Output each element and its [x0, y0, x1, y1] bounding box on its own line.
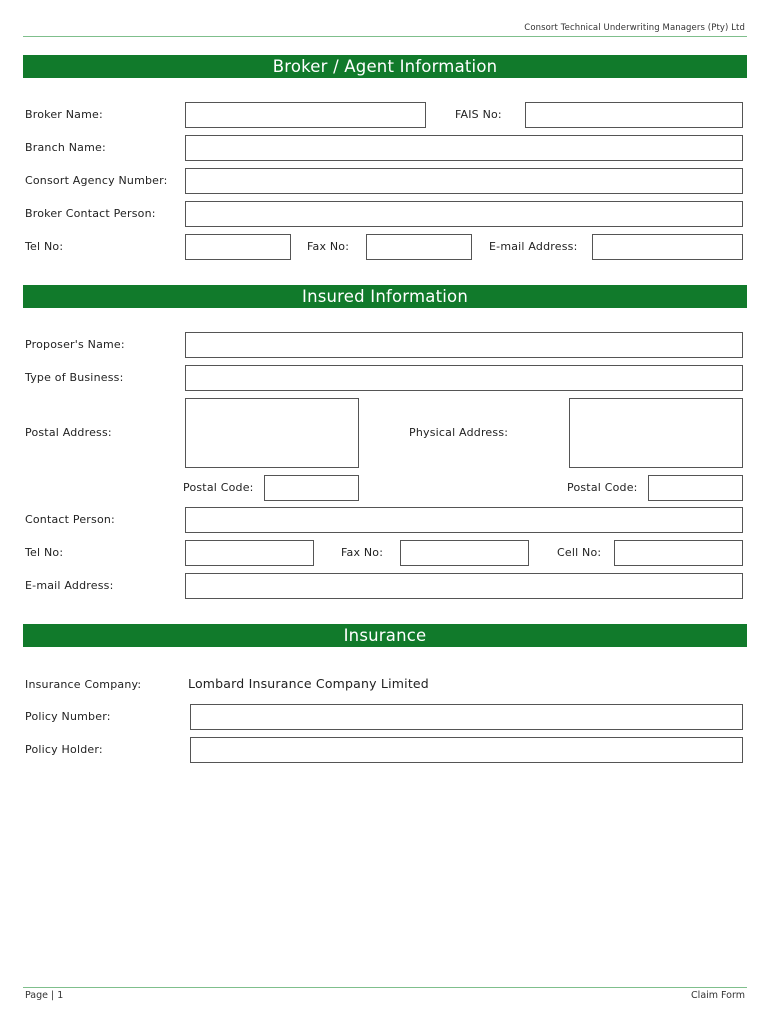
insured-email-field[interactable] — [185, 573, 743, 599]
physical-address-field[interactable] — [569, 398, 743, 468]
policy-number-field[interactable] — [190, 704, 743, 730]
postal-address-label: Postal Address: — [25, 426, 112, 439]
policy-holder-label: Policy Holder: — [25, 743, 103, 756]
company-header: Consort Technical Underwriting Managers (Pty) Ltd — [524, 23, 745, 33]
insured-tel-field[interactable] — [185, 540, 314, 566]
insurance-company-value: Lombard Insurance Company Limited — [188, 676, 429, 691]
page-number: Page | 1 — [25, 990, 64, 1001]
contact-person-field[interactable] — [185, 507, 743, 533]
insurance-section-title: Insurance — [23, 624, 747, 647]
proposer-name-label: Proposer's Name: — [25, 338, 125, 351]
agency-number-label: Consort Agency Number: — [25, 174, 168, 187]
agency-number-field[interactable] — [185, 168, 743, 194]
physical-address-label: Physical Address: — [409, 426, 509, 439]
postal-address-field[interactable] — [185, 398, 359, 468]
broker-tel-field[interactable] — [185, 234, 291, 260]
insured-tel-label: Tel No: — [25, 546, 64, 559]
branch-name-field[interactable] — [185, 135, 743, 161]
broker-name-field[interactable] — [185, 102, 426, 128]
broker-name-label: Broker Name: — [25, 108, 103, 121]
insurance-company-label: Insurance Company: — [25, 678, 142, 691]
postal-code-field[interactable] — [264, 475, 359, 501]
insured-section-title: Insured Information — [23, 285, 747, 308]
policy-number-label: Policy Number: — [25, 710, 111, 723]
physical-postal-code-field[interactable] — [648, 475, 743, 501]
insured-fax-field[interactable] — [400, 540, 529, 566]
cell-field[interactable] — [614, 540, 743, 566]
postal-code-label: Postal Code: — [183, 481, 254, 494]
broker-email-label: E-mail Address: — [489, 240, 578, 253]
policy-holder-field[interactable] — [190, 737, 743, 763]
proposer-name-field[interactable] — [185, 332, 743, 358]
physical-postal-code-label: Postal Code: — [567, 481, 638, 494]
insured-email-label: E-mail Address: — [25, 579, 114, 592]
cell-label: Cell No: — [557, 546, 602, 559]
broker-contact-field[interactable] — [185, 201, 743, 227]
broker-email-field[interactable] — [592, 234, 743, 260]
broker-fax-label: Fax No: — [307, 240, 350, 253]
contact-person-label: Contact Person: — [25, 513, 115, 526]
branch-name-label: Branch Name: — [25, 141, 106, 154]
business-type-field[interactable] — [185, 365, 743, 391]
broker-section-title: Broker / Agent Information — [23, 55, 747, 78]
broker-tel-label: Tel No: — [25, 240, 64, 253]
fais-field[interactable] — [525, 102, 743, 128]
footer-rule — [23, 987, 747, 988]
fais-label: FAIS No: — [455, 108, 502, 121]
business-type-label: Type of Business: — [25, 371, 124, 384]
insured-fax-label: Fax No: — [341, 546, 384, 559]
broker-fax-field[interactable] — [366, 234, 472, 260]
header-rule — [23, 36, 747, 37]
form-name: Claim Form — [691, 990, 745, 1001]
broker-contact-label: Broker Contact Person: — [25, 207, 156, 220]
